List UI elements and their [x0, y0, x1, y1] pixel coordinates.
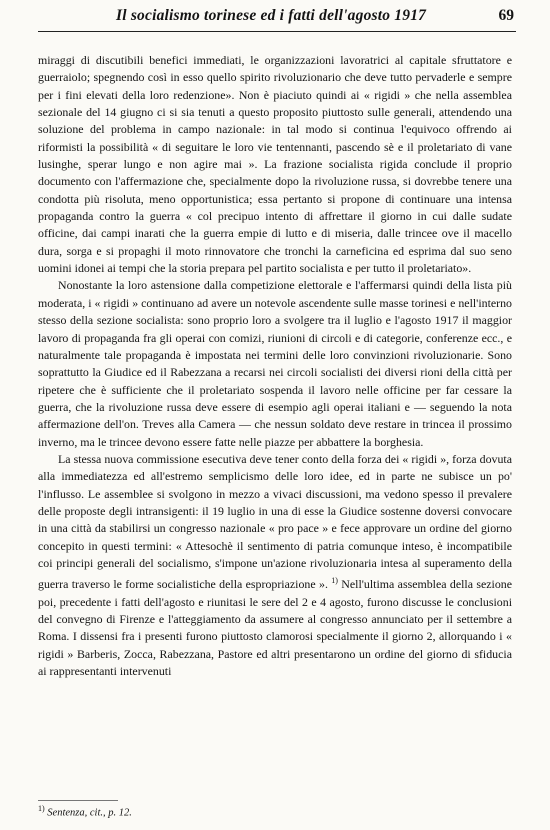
paragraph-3-text: La stessa nuova commissione esecutiva deve tener conto della forza dei « rigidi », forza dovuta alla immediatezza ed all'estremo semplicismo delle loro idee, ed in parte ne subisce un po' l'influsso. Le assemblee si svolgono in mezzo a vivaci discussioni, ma vedono spesso il prevalere delle proposte degli intransigenti: il 19 luglio in una di esse la Giudice sostenne doversi convocare in una città da stabilirsi un congresso nazionale « pro pace » e fece approvare un ordine del giorno concepito in questi termini: « Attesochè il sentimento di patria comunque inteso, è incompatibile coi principi generali del socialismo, s'impone un'azione rivoluzionaria intesa al superamento della guerra traverso le forme socialistiche della espropriazione ».: [38, 451, 512, 592]
footnote-rule: [38, 800, 118, 801]
page-header: [38, 6, 516, 28]
paragraph-3: [38, 451, 512, 680]
body-text: [38, 52, 512, 680]
running-title: Il socialismo torinese ed i fatti dell'agosto 1917: [116, 7, 427, 24]
paragraph-2: Nonostante la loro astensione dalla competizione elettorale e l'affermarsi quindi della lista più moderata, i « rigidi » continuano ad avere un notevole ascendente sulle masse torinesi e nell'interno stesso della sezione socialista: sono proprio loro a svolgere tra il luglio e l'agosto 1917 il maggior lavoro di propaganda fra gli operai con comizi, riunioni di circoli e di categorie, conferenze ecc., e naturalmente tale propaganda è impostata nei termini delle loro convinzioni rivoluzionarie. Sono soprattutto la Giudice ed il Rabezzana a recarsi nei circoli socialisti dei diversi rioni della città per ripetere che è sufficiente che il proletariato sospenda il lavoro nelle officine per far cessare la guerra, che la rivoluzione russa deve essere di esempio agli operai italiani e — seguendo la nota affermazione dell'on. Treves alla Camera — che nessun soldato deve restare in trincea il prossimo inverno, ma le trincee devono essere fatte nelle piazze per abbattere la borghesia.: [38, 278, 512, 449]
footnote-reference: 1): [331, 576, 338, 586]
footnote-text: Sentenza, cit., p. 12.: [47, 807, 132, 819]
footnote: [38, 804, 132, 819]
footnote-mark: 1): [38, 804, 45, 813]
page-number: 69: [498, 7, 514, 24]
paragraph-1: miraggi di discutibili benefici immediati, le organizzazioni lavoratrici al capitale sfruttatore e guerraiolo; spegnendo così in esso quello spirito rivoluzionario che deve tutto pervaderle e sempre per i fini elevati della loro redenzione». Non è piaciuto quindi ai « rigidi » che nella assemblea sezionale del 14 giugno ci si sia tenuti a questo proposito piuttosto sulle generali, attendendo una soluzione del problema in campo nazionale: in tal modo si continua l'equivoco offrendo ai riformisti la possibilità « di seguitare le loro vie tentennanti, pascendo sè e il proletariato di vane lusinghe, sperar lungo e non agire mai ». La frazione socialista rigida conclude il proprio documento con l'affermazione che, specialmente dopo la rivoluzione russa, si dovrebbe tenere una condotta più risoluta, meno opportunistica; essa pertanto si propone di continuare una intensa propaganda contro la guerra « col precipuo intento di affrettare il giorno in cui dalle sudate officine, dai campi inarati che la guerra empie di lutto e di miseria, dalle trincee ove il macello dura, sorga e si propaghi il moto rinnovatore che tronchi la carneficina ed esprima dal suo seno uomini idonei ai tempi che la storia prepara pel partito socialista e per tutto il proletariato».: [38, 53, 512, 276]
paragraph-3-tail: Nell'ultima assemblea della sezione poi, precedente i fatti dell'agosto e riunitasi le sere del 2 e 4 agosto, furono discusse le conclusioni del convegno di Firenze e l'atteggiamento da assumere al congresso annunciato per il settembre a Roma. I dissensi fra i presenti furono piuttosto clamorosi specialmente il giorno 2, allorquando i « rigidi » Barberis, Zocca, Rabezzana, Pastore ed altri presentarono un ordine del giorno di sfiducia ai rappresentanti intervenuti: [38, 577, 512, 678]
header-rule: [38, 31, 516, 32]
